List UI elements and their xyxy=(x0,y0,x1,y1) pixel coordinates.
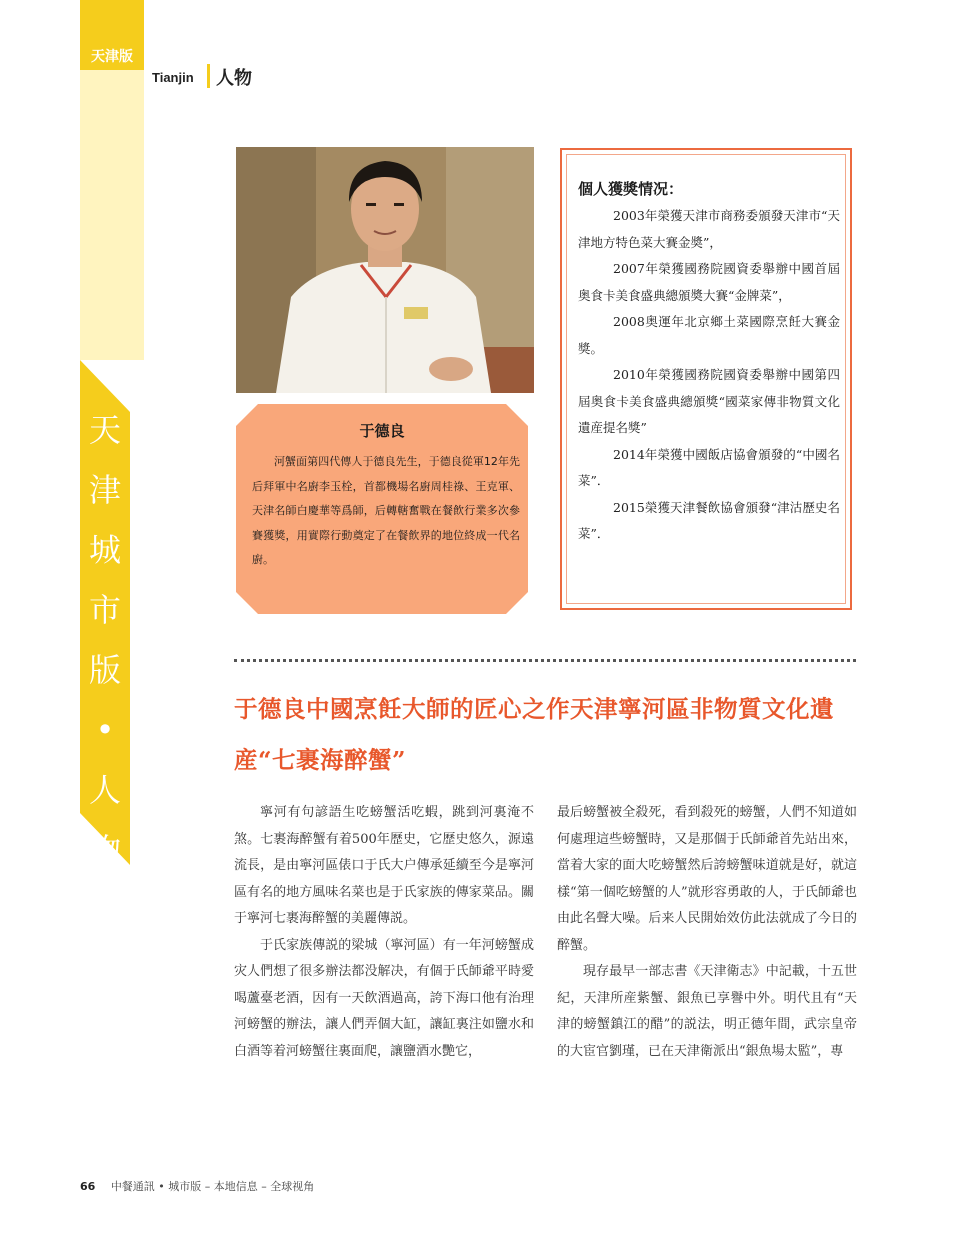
vertical-banner-text: 天津城市版•人物 xyxy=(88,411,121,869)
dotted-divider xyxy=(234,659,856,662)
article-paragraph: 寧河有句諺語生吃螃蟹活吃蝦，跳到河裏淹不煞。七裹海醉蟹有着500年歷史，它歷史悠久，源遠流長，是由寧河區俵口于氏大户傳承延續至今是寧河區有名的地方風味名菜也是于氏家族的傳家菜品。關于寧河七裹海醉蟹的美麗傳説。 xyxy=(234,805,534,926)
article-column-left xyxy=(234,800,534,1065)
awards-list xyxy=(578,203,840,548)
article-paragraph: 現存最早一部志書《天津衛志》中記載，十五世紀，天津所産紫蟹、銀魚已享譽中外。明代且有“天津的螃蟹鎮江的醋”的説法，明正德年間，武宗皇帝的大宦官劉瑾，已在天津衛派出“銀魚場太監”，專 xyxy=(557,964,857,1059)
award-item: 2003年榮獲天津市商務委頒發天津市“天津地方特色菜大賽金奬”， xyxy=(578,208,840,250)
page-number: 66 xyxy=(80,1180,96,1193)
caption-name: 于德良 xyxy=(359,422,405,440)
header-section: 人物 xyxy=(216,68,252,89)
caption-text: 河蟹面第四代傳人于德良先生，于德良從軍12年先后拜軍中名廚李玉栓，首都機場名廚周桂祿、王克軍、天津名師白慶華等爲師，后轉轄奮戰在餐飲行業多次參賽獲獎，用實際行動奠定了在餐飲界的地位終成一代名廚。 xyxy=(252,455,520,566)
edition-tab xyxy=(80,0,144,70)
article-paragraph: 于氏家族傳説的梁城（寧河區）有一年河螃蟹成灾人們想了很多辦法都没解决，有個于氏師爺平時愛喝蘆臺老酒，因有一天飲酒過高，誇下海口他有治理河螃蟹的辦法，讓人們弄個大缸，讓缸裏注如鹽水和白酒等着河螃蟹往裏面爬，讓鹽酒水艷它， xyxy=(234,937,534,1059)
side-stripe xyxy=(80,70,144,360)
footer-text: 中餐通訊 • 城市版 – 本地信息 – 全球视角 xyxy=(110,1180,315,1193)
edition-label: 天津版 xyxy=(91,49,133,65)
chef-photo-image xyxy=(236,147,534,393)
award-item: 2007年榮獲國務院國資委舉辦中國首屆奥食卡美食盛典總頒奬大賽“金牌菜”， xyxy=(578,261,840,303)
award-item: 2015榮獲天津餐飲協會頒發“津沽歷史名菜”． xyxy=(578,499,840,541)
article-paragraph: 最后螃蟹被全殺死，看到殺死的螃蟹，人們不知道如何處理這些螃蟹時，又是那個于氏師爺首先站出來，當着大家的面大吃螃蟹然后誇螃蟹味道就是好，就這樣“第一個吃螃蟹的人”就形容勇敢的人，于氏師爺也由此名聲大噪。后来人民開始效仿此法就成了今日的醉蟹。 xyxy=(557,805,857,953)
header-divider xyxy=(207,64,210,88)
header-city: Tianjin xyxy=(152,70,194,85)
award-item: 2014年榮獲中國飯店協會頒發的“中國名菜”． xyxy=(578,446,840,488)
chef-photo xyxy=(236,147,534,393)
page-footer xyxy=(80,1178,314,1194)
awards-title: 個人獲獎情况： xyxy=(578,180,684,198)
article-column-right xyxy=(557,800,857,1065)
article-headline: 于德良中國烹飪大師的匠心之作天津寧河區非物質文化遺産“七裹海醉蟹” xyxy=(234,695,834,774)
award-item: 2008奥運年北京鄉土菜國際烹飪大賽金獎。 xyxy=(578,314,840,356)
award-item: 2010年榮獲國務院國資委舉辦中國第四屆奥食卡美食盛典總頒獎“國菜家傳非物質文化遺産提名獎” xyxy=(578,367,840,435)
